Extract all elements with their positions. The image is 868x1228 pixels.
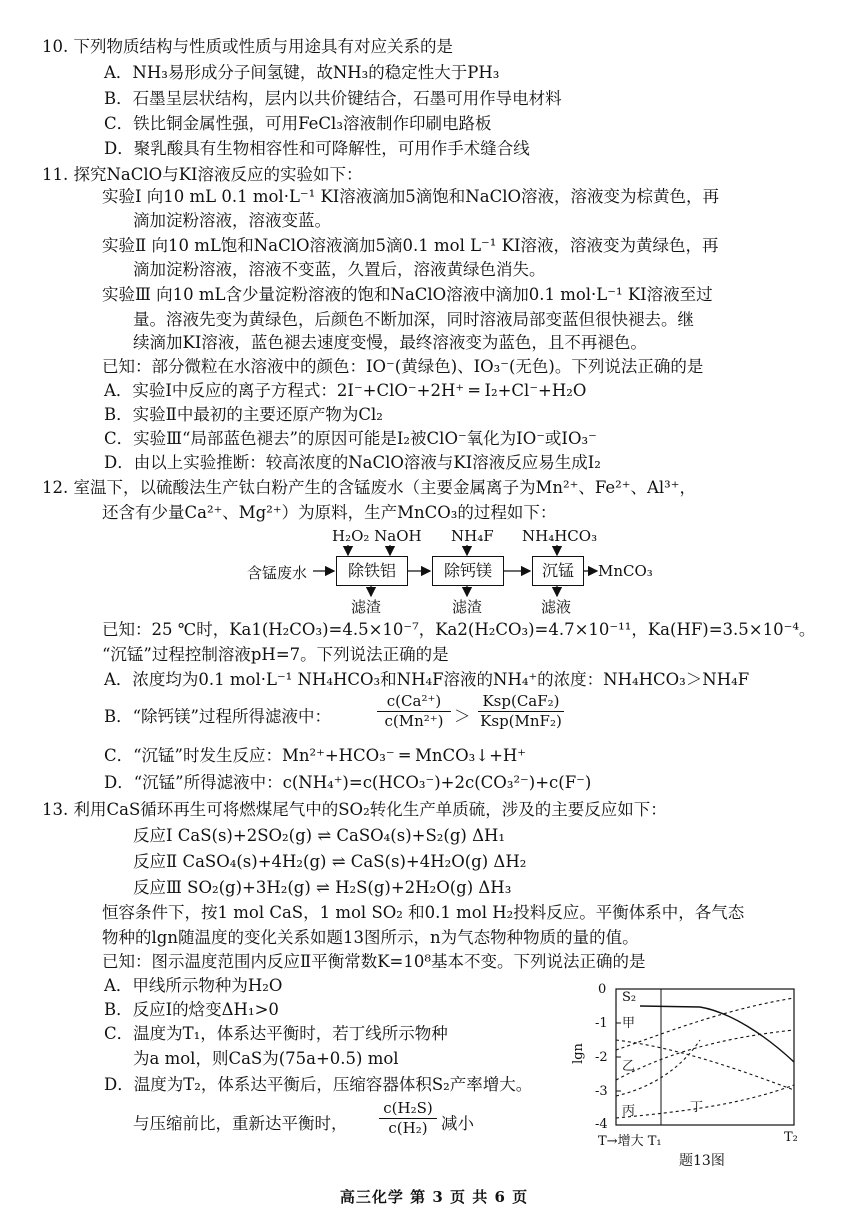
- q13-stem: 13. 利用CaS循环再生可将燃煤尾气中的SO₂转化生产单质硫，涉及的主要反应如下：: [42, 800, 667, 819]
- flow-end-label: MnCO₃: [598, 562, 653, 580]
- q13-reaction-2: 反应Ⅱ CaSO₄(s)+4H₂(g) ⇌ CaS(s)+4H₂O(g) ΔH₂: [133, 852, 527, 871]
- series-jia-2-line: [616, 1040, 794, 1090]
- q10-option-a: A．NH₃易形成分子间氢键，故NH₃的稳定性大于PH₃: [104, 63, 500, 82]
- flow-reagent-3: NH₄HCO₃: [522, 527, 598, 545]
- q13-option-d-line2-suffix: 减小: [441, 1114, 474, 1133]
- flow-box-remove-fe-al: 除铁铝: [336, 556, 408, 586]
- figure-13-label-ding: 丁: [690, 1100, 704, 1115]
- q11-exp2-line2: 滴加淀粉溶液，溶液不变蓝，久置后，溶液黄绿色消失。: [133, 260, 546, 279]
- figure-13-ytick-3: -3: [595, 1084, 608, 1099]
- q11-stem: 11. 探究NaClO与KI溶液反应的实验如下：: [42, 165, 363, 184]
- fraction-denominator: c(H₂): [379, 1118, 437, 1138]
- q11-exp1-line1: 实验Ⅰ 向10 mL 0.1 mol·L⁻¹ KI溶液滴加5滴饱和NaClO溶液，溶液变为棕黄色，再: [102, 187, 720, 206]
- q13-option-d-line1: D．温度为T₂，体系达平衡后，压缩容器体积S₂产率增大。: [104, 1075, 533, 1094]
- q12-known-line2: “沉锰”过程控制溶液pH=7。下列说法正确的是: [102, 645, 449, 664]
- q11-option-c: C．实验Ⅲ“局部蓝色褪去”的原因可能是I₂被ClO⁻氧化为IO⁻或IO₃⁻: [104, 429, 597, 448]
- flow-start-label: 含锰废水: [247, 564, 308, 582]
- q12-b-greater-than: ＞: [454, 707, 471, 726]
- flow-out-1: 滤渣: [351, 598, 382, 616]
- flow-reagent-1: H₂O₂ NaOH: [332, 527, 422, 545]
- figure-13-caption: 题13图: [679, 1153, 725, 1169]
- q13-condition-line2: 物种的lgn随温度的变化关系如题13图所示，n为气态物种物质的量的值。: [102, 928, 639, 947]
- figure-13-frame: [616, 989, 794, 1125]
- q13-option-b: B．反应Ⅰ的焓变ΔH₁>0: [104, 1000, 279, 1019]
- q11-exp3-line1: 实验Ⅲ 向10 mL含少量淀粉溶液的饱和NaClO溶液中滴加0.1 mol·L⁻¹ KI溶液至过: [102, 285, 713, 304]
- q10-option-b: B．石墨呈层状结构，层内以共价键结合，石墨可用作导电材料: [104, 89, 562, 108]
- flow-box-precipitate-mn: 沉锰: [532, 556, 584, 586]
- q11-option-a: A．实验Ⅰ中反应的离子方程式：2I⁻+ClO⁻+2H⁺ ═ I₂+Cl⁻+H₂O: [104, 381, 587, 400]
- figure-13-xtick-t2: T₂: [784, 1130, 798, 1145]
- series-yi-line: [616, 1030, 794, 1080]
- fraction-numerator: Ksp(CaF₂): [482, 692, 560, 710]
- figure-13-ytick-4: -4: [595, 1117, 608, 1132]
- q11-known: 已知：部分微粒在水溶液中的颜色：IO⁻(黄绿色)、IO₃⁻(无色)。下列说法正确的是: [102, 357, 704, 376]
- fraction-numerator: c(H₂S): [383, 1099, 433, 1117]
- fraction-denominator: Ksp(MnF₂): [478, 711, 564, 731]
- page-footer: 高三化学 第 3 页 共 6 页: [339, 1188, 529, 1206]
- q13-option-c-line2: 为a mol，则CaS为(75a+0.5) mol: [133, 1049, 399, 1068]
- q12-option-b-prefix: B．“除钙镁”过程所得滤液中：: [104, 707, 331, 726]
- figure-13-label-bing: 丙: [622, 1104, 636, 1119]
- q11-option-d: D．由以上实验推断：较高浓度的NaClO溶液与KI溶液反应易生成I₂: [104, 453, 601, 472]
- q11-exp3-line3: 续滴加KI溶液，蓝色褪去速度变慢，最终溶液变为蓝色，且不再褪色。: [133, 333, 647, 352]
- q10-stem: 10. 下列物质结构与性质或性质与用途具有对应关系的是: [42, 37, 453, 56]
- figure-13-ylabel: lgn: [570, 1043, 586, 1064]
- figure-13-label-s2: S₂: [622, 990, 637, 1005]
- flow-out-3: 滤液: [541, 598, 572, 616]
- q11-exp3-line2: 量。溶液先变为黄绿色，后颜色不断加深，同时溶液局部变蓝但很快褪去。继: [133, 310, 694, 329]
- q11-option-b: B．实验Ⅱ中最初的主要还原产物为Cl₂: [104, 405, 383, 424]
- q13-reaction-3: 反应Ⅲ SO₂(g)+3H₂(g) ⇌ H₂S(g)+2H₂O(g) ΔH₃: [133, 878, 512, 897]
- fraction-denominator: c(Mn²⁺): [377, 711, 451, 731]
- flow-reagent-2: NH₄F: [451, 527, 494, 545]
- q13-option-c-line1: C．温度为T₁，体系达平衡时，若丁线所示物种: [104, 1024, 448, 1043]
- q13-reaction-1: 反应Ⅰ CaS(s)+2SO₂(g) ⇌ CaSO₄(s)+S₂(g) ΔH₁: [133, 826, 505, 845]
- series-ding-line: [616, 1085, 794, 1118]
- q11-exp2-line1: 实验Ⅱ 向10 mL饱和NaClO溶液滴加5滴0.1 mol L⁻¹ KI溶液，溶液变为黄绿色，再: [102, 236, 719, 255]
- q12-stem-line2: 还含有少量Ca²⁺、Mg²⁺）为原料，生产MnCO₃的过程如下：: [102, 503, 557, 522]
- flow-box-remove-ca-mg: 除钙镁: [432, 556, 504, 586]
- q10-option-d: D．聚乳酸具有生物相容性和可降解性，可用作手术缝合线: [104, 139, 530, 158]
- q13-option-a: A．甲线所示物种为H₂O: [104, 976, 283, 995]
- q12-stem-line1: 12. 室温下，以硫酸法生产钛白粉产生的含锰废水（主要金属离子为Mn²⁺、Fe²⁺、Al³⁺，: [42, 478, 696, 497]
- q11-exp1-line2: 滴加淀粉溶液，溶液变蓝。: [133, 211, 331, 230]
- figure-13-ytick-2: -2: [595, 1050, 608, 1065]
- figure-13-ytick-0: 0: [598, 982, 607, 997]
- q12-known-line1: 已知：25 ℃时，Ka1(H₂CO₃)=4.5×10⁻⁷，Ka2(H₂CO₃)=4.7×10⁻¹¹，Ka(HF)=3.5×10⁻⁴。: [102, 620, 816, 639]
- figure-13-xtick-t1: T→增大 T₁: [598, 1134, 662, 1149]
- figure-13-ytick-1: -1: [595, 1016, 608, 1031]
- fraction-numerator: c(Ca²⁺): [386, 692, 442, 710]
- q12-option-a: A．浓度均为0.1 mol·L⁻¹ NH₄HCO₃和NH₄F溶液的NH₄⁺的浓度：NH₄HCO₃＞NH₄F: [104, 670, 750, 689]
- q13-option-d-line2-prefix: 与压缩前比，重新达平衡时，: [133, 1114, 348, 1133]
- figure-13-label-jia: 甲: [622, 1016, 636, 1031]
- q12-option-d: D．“沉锰”所得滤液中：c(NH₄⁺)=c(HCO₃⁻)+2c(CO₃²⁻)+c(F⁻): [104, 773, 592, 792]
- q13-condition-line1: 恒容条件下，按1 mol CaS，1 mol SO₂ 和0.1 mol H₂投料反应。平衡体系中，各气态: [102, 903, 745, 922]
- figure-13-label-yi: 乙: [622, 1059, 636, 1074]
- flow-out-2: 滤渣: [452, 598, 483, 616]
- q13-known: 已知：图示温度范围内反应Ⅱ平衡常数K=10⁸基本不变。下列说法正确的是: [102, 952, 646, 971]
- q10-option-c: C．铁比铜金属性强，可用FeCl₃溶液制作印刷电路板: [104, 114, 492, 133]
- series-s2-line: [640, 1006, 794, 1062]
- q12-option-c: C．“沉锰”时发生反应：Mn²⁺+HCO₃⁻ ═ MnCO₃↓+H⁺: [104, 746, 526, 765]
